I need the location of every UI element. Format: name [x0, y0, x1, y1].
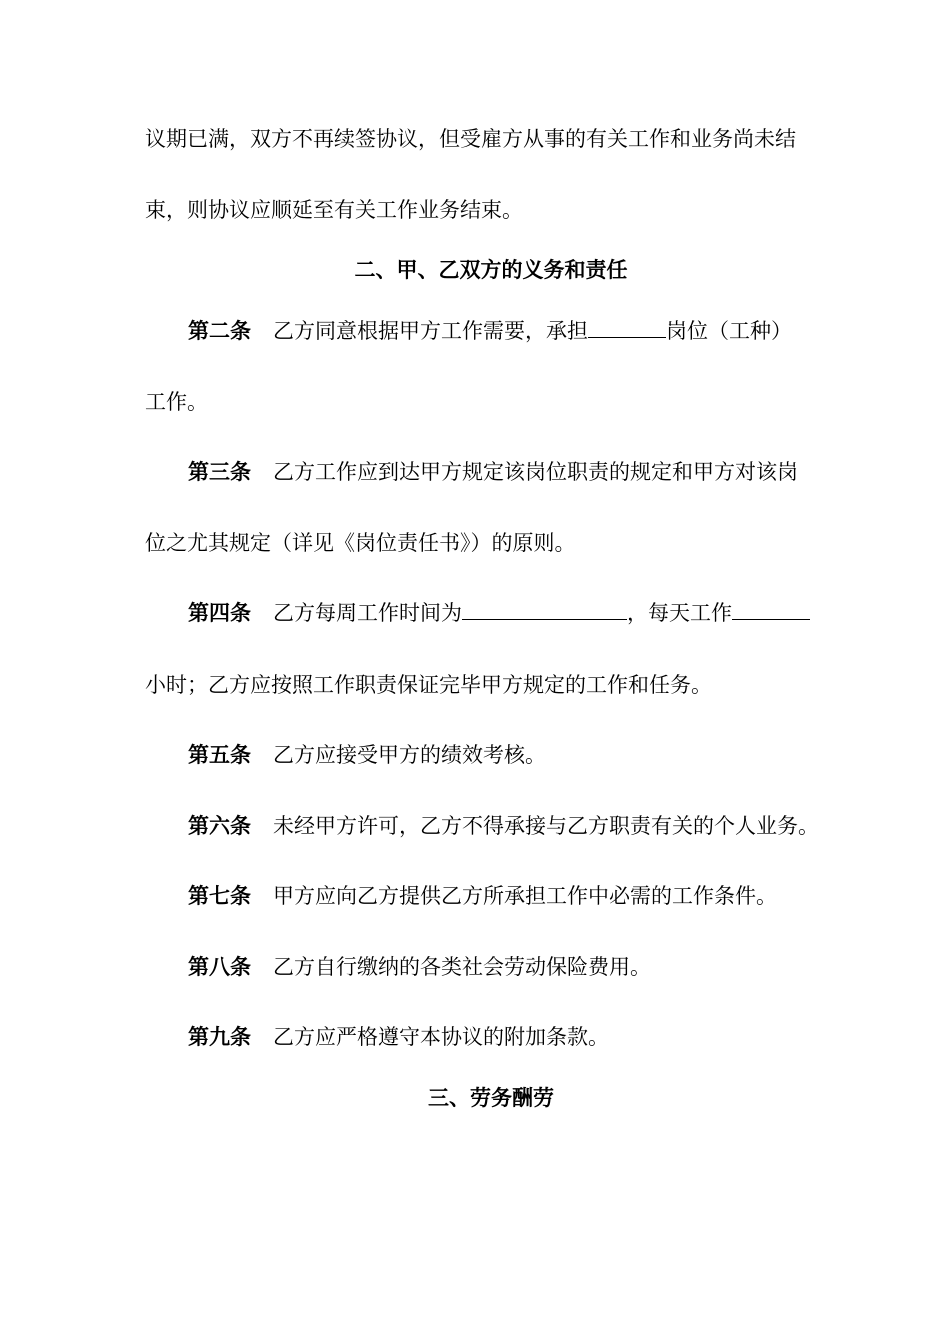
article-text: 乙方自行缴纳的各类社会劳动保险费用。 [273, 955, 651, 979]
article-number: 第二条 [188, 318, 251, 343]
article-number: 第八条 [188, 954, 251, 979]
article-text: 乙方应严格遵守本协议的附加条款。 [273, 1025, 609, 1049]
article-4 [188, 598, 810, 628]
article-text: 岗位（工种） [666, 319, 792, 343]
paragraph-line: 小时；乙方应按照工作职责保证完毕甲方规定的工作和任务。 [145, 673, 712, 697]
article-2 [188, 316, 792, 346]
fill-in-blank [588, 317, 666, 338]
article-text: 乙方应接受甲方的绩效考核。 [273, 743, 546, 767]
paragraph-line: 位之尤其规定（详见《岗位责任书》）的原则。 [145, 531, 576, 555]
fill-in-blank [732, 599, 810, 620]
article-3 [188, 457, 798, 487]
article-8 [188, 952, 651, 982]
article-6 [188, 811, 819, 841]
article-7 [188, 881, 777, 911]
article-number: 第四条 [188, 600, 251, 625]
section-heading: 三、劳务酬劳 [428, 1085, 554, 1110]
article-number: 第七条 [188, 883, 251, 908]
article-text: ，每天工作 [627, 601, 732, 625]
article-number: 第三条 [188, 459, 251, 484]
article-5 [188, 740, 546, 770]
article-text: 甲方应向乙方提供乙方所承担工作中必需的工作条件。 [273, 884, 777, 908]
fill-in-blank [462, 599, 627, 620]
section-heading: 二、甲、乙双方的义务和责任 [354, 257, 628, 282]
article-number: 第六条 [188, 813, 251, 838]
article-text: 乙方工作应到达甲方规定该岗位职责的规定和甲方对该岗 [273, 460, 798, 484]
paragraph-line: 议期已满，双方不再续签协议，但受雇方从事的有关工作和业务尚未结 [145, 127, 796, 151]
article-text: 乙方每周工作时间为 [273, 601, 462, 625]
article-number: 第九条 [188, 1024, 251, 1049]
article-number: 第五条 [188, 742, 251, 767]
paragraph-line: 工作。 [145, 390, 208, 414]
article-text: 未经甲方许可，乙方不得承接与乙方职责有关的个人业务。 [273, 814, 819, 838]
article-text: 乙方同意根据甲方工作需要，承担 [273, 319, 588, 343]
paragraph-line: 束，则协议应顺延至有关工作业务结束。 [145, 198, 523, 222]
article-9 [188, 1022, 609, 1052]
